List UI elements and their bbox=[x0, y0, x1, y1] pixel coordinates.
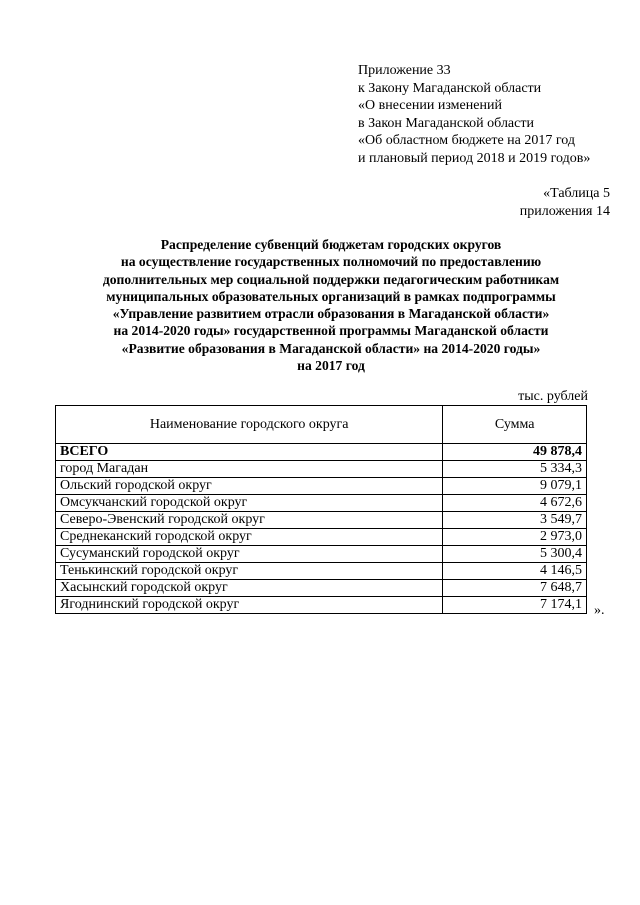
appendix-line: к Закону Магаданской области bbox=[358, 80, 542, 96]
appendix-header bbox=[358, 62, 590, 167]
appendix-line: Приложение 33 bbox=[358, 63, 451, 78]
table-reference-line: приложения 14 bbox=[519, 203, 610, 219]
district-sum: 3 549,7 bbox=[443, 512, 587, 529]
district-name: Ольский городской округ bbox=[56, 478, 443, 495]
total-row bbox=[56, 444, 587, 461]
district-name: Омсукчанский городской округ bbox=[56, 495, 443, 512]
units-label: тыс. рублей bbox=[518, 389, 588, 404]
appendix-line: «Об областном бюджете на 2017 год bbox=[358, 133, 575, 148]
title-line: муниципальных образовательных организаций в рамках подпрограммы bbox=[106, 288, 556, 304]
district-sum: 4 672,6 bbox=[443, 495, 587, 512]
district-name: Ягоднинский городской округ bbox=[56, 597, 443, 614]
column-header-name: Наименование городского округа bbox=[56, 406, 443, 444]
district-sum: 2 973,0 bbox=[443, 529, 587, 546]
table-row bbox=[56, 580, 587, 597]
title-line: «Развитие образования в Магаданской области» на 2014-2020 годы» bbox=[121, 340, 541, 356]
district-sum: 5 300,4 bbox=[443, 546, 587, 563]
total-label: ВСЕГО bbox=[56, 444, 443, 461]
district-sum: 7 174,1 bbox=[443, 597, 587, 614]
table-row bbox=[56, 529, 587, 546]
table-row bbox=[56, 597, 587, 614]
total-sum: 49 878,4 bbox=[443, 444, 587, 461]
title-line: на 2014-2020 годы» государственной программы Магаданской области bbox=[113, 323, 549, 339]
subventions-table bbox=[55, 405, 587, 614]
title-line: на осуществление государственных полномочий по предоставлению bbox=[120, 254, 542, 270]
title-line: дополнительных мер социальной поддержки педагогическим работникам bbox=[102, 271, 560, 287]
table-reference-line: «Таблица 5 bbox=[543, 186, 610, 201]
district-sum: 5 334,3 bbox=[443, 461, 587, 478]
district-sum: 9 079,1 bbox=[443, 478, 587, 495]
title-line: Распределение субвенций бюджетам городских округов bbox=[160, 237, 502, 252]
table-row bbox=[56, 546, 587, 563]
table-row bbox=[56, 461, 587, 478]
document-title bbox=[40, 236, 622, 374]
table-row bbox=[56, 478, 587, 495]
table-row bbox=[56, 512, 587, 529]
closing-quote-mark: ». bbox=[594, 603, 605, 618]
district-name: Северо-Эвенский городской округ bbox=[56, 512, 443, 529]
district-name: город Магадан bbox=[56, 461, 443, 478]
column-header-sum: Сумма bbox=[443, 406, 587, 444]
table-reference bbox=[520, 185, 610, 220]
title-line: на 2017 год bbox=[297, 358, 365, 374]
appendix-line: в Закон Магаданской области bbox=[358, 115, 534, 131]
district-name: Хасынский городской округ bbox=[56, 580, 443, 597]
district-sum: 4 146,5 bbox=[443, 563, 587, 580]
table-row bbox=[56, 563, 587, 580]
district-sum: 7 648,7 bbox=[443, 580, 587, 597]
table-header-row bbox=[56, 406, 587, 444]
district-name: Среднеканский городской округ bbox=[56, 529, 443, 546]
district-name: Тенькинский городской округ bbox=[56, 563, 443, 580]
table-row bbox=[56, 495, 587, 512]
district-name: Сусуманский городской округ bbox=[56, 546, 443, 563]
appendix-line: и плановый период 2018 и 2019 годов» bbox=[358, 150, 591, 166]
appendix-line: «О внесении изменений bbox=[358, 98, 502, 113]
title-line: «Управление развитием отрасли образования в Магаданской области» bbox=[112, 306, 550, 322]
